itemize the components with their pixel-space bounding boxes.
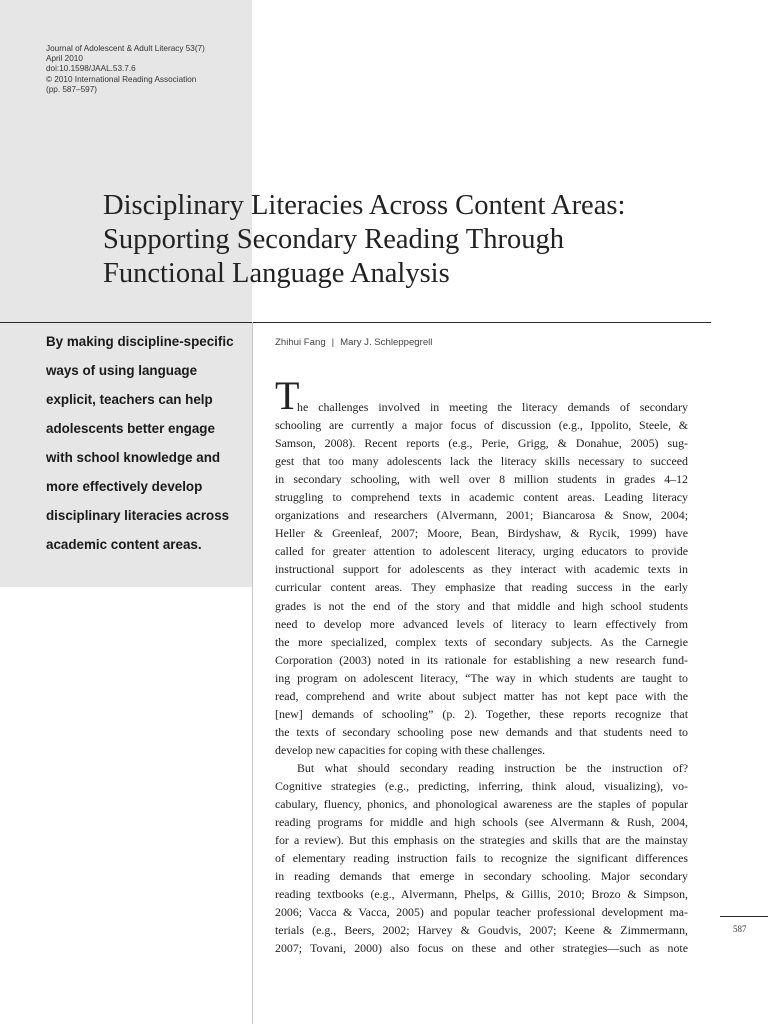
pull-quote-line: academic content areas.	[46, 537, 202, 552]
body-line: Corporation (2003) noted in its rationale for establishing a new research fund-	[275, 652, 688, 667]
pull-quote-line: adolescents better engage	[46, 421, 215, 436]
body-line: develop new capacities for coping with these challenges.	[275, 742, 546, 757]
pull-quote-line: more effectively develop	[46, 479, 203, 494]
author-separator: |	[331, 337, 335, 348]
body-line-text: he challenges involved in meeting the literacy demands of secondary	[297, 400, 688, 414]
body-line: in secondary schooling, with well over 8 million students in grades 4–12	[275, 472, 688, 487]
title-rule	[0, 322, 711, 323]
title-line: Functional Language Analysis	[103, 258, 450, 289]
title-line: Supporting Secondary Reading Through	[103, 224, 564, 255]
body-line: instructional support for adolescents as they interact with academic texts in	[275, 562, 688, 577]
body-line: Samson, 2008). Recent reports (e.g., Perie, Grigg, & Donahue, 2005) sug-	[275, 436, 688, 451]
drop-cap: T	[275, 373, 300, 418]
author-name: Zhihui Fang	[275, 337, 326, 348]
column-divider	[252, 322, 253, 1024]
body-line: need to develop more advanced levels of literacy to learn effectively from	[275, 616, 688, 631]
body-line: schooling are currently a major focus of discussion (e.g., Ippolito, Steele, &	[275, 418, 688, 433]
article-title	[103, 189, 743, 291]
page-number-rule	[720, 916, 768, 917]
body-line: in reading demands that emerge in secondary schooling. Major secondary	[275, 869, 688, 884]
body-line: reading programs for middle and high schools (see Alvermann & Rush, 2004,	[275, 815, 688, 830]
page-number: 587	[733, 924, 747, 934]
pull-quote	[46, 327, 246, 559]
body-first-line	[275, 373, 688, 418]
body-line: Heller & Greenleaf, 2007; Moore, Bean, Birdyshaw, & Rycik, 1999) have	[275, 526, 688, 541]
paragraph-2-first-line: But what should secondary reading instruction be the instruction of?	[297, 760, 688, 775]
article-body	[275, 373, 688, 957]
journal-doi: doi:10.1598/JAAL.53.7.6	[46, 64, 136, 74]
body-line: for a review). But this emphasis on the strategies and skills that are the mainstay	[275, 833, 688, 848]
body-line: the texts of secondary schooling pose new demands and that students need to	[275, 724, 688, 739]
body-line: called for greater attention to adolescent literacy, urging educators to provide	[275, 544, 688, 559]
author-byline	[275, 337, 432, 348]
body-line: gest that too many adolescents lack the literacy skills necessary to succeed	[275, 454, 688, 469]
pull-quote-line: By making discipline-specific	[46, 334, 234, 349]
body-line: terials (e.g., Beers, 2002; Harvey & Goudvis, 2007; Keene & Zimmermann,	[275, 923, 688, 938]
journal-pages: (pp. 587–597)	[46, 84, 97, 94]
body-line: 2006; Vacca & Vacca, 2005) and popular teacher professional development ma-	[275, 905, 688, 920]
body-line: [new] demands of schooling” (p. 2). Together, these reports recognize that	[275, 706, 688, 721]
pull-quote-line: with school knowledge and	[46, 450, 221, 465]
body-line: struggling to comprehend texts in academic content areas. Leading literacy	[275, 490, 688, 505]
journal-meta	[46, 44, 246, 95]
body-line: Cognitive strategies (e.g., predicting, inferring, think aloud, visualizing), vo-	[275, 778, 688, 793]
author-name: Mary J. Schleppegrell	[340, 337, 433, 348]
journal-date: April 2010	[46, 54, 83, 64]
body-line: of elementary reading instruction fails to recognize the significant differences	[275, 851, 688, 866]
body-line: 2007; Tovani, 2000) also focus on these and other strategies—such as note	[275, 941, 688, 956]
body-line: ing program on adolescent literacy, “The way in which students are taught to	[275, 670, 688, 685]
body-line: the more specialized, complex texts of secondary subjects. As the Carnegie	[275, 634, 688, 649]
body-line: curricular content areas. They emphasize that reading success in the early	[275, 580, 688, 595]
title-line: Disciplinary Literacies Across Content Areas:	[103, 190, 626, 221]
pull-quote-line: ways of using language	[46, 363, 198, 378]
paragraph-2	[275, 777, 688, 957]
body-line: grades is not the end of the story and that middle and high school students	[275, 598, 688, 613]
body-line: organizations and researchers (Alvermann, 2001; Biancarosa & Snow, 2004;	[275, 508, 688, 523]
journal-copyright: © 2010 International Reading Association	[46, 74, 197, 84]
paragraph-1	[275, 416, 688, 759]
pull-quote-line: explicit, teachers can help	[46, 392, 213, 407]
pull-quote-line: disciplinary literacies across	[46, 508, 230, 523]
body-line: cabulary, fluency, phonics, and phonological awareness are the staples of popular	[275, 797, 688, 812]
journal-citation: Journal of Adolescent & Adult Literacy 53(7)	[46, 44, 205, 53]
body-line: reading textbooks (e.g., Alvermann, Phelps, & Gillis, 2010; Brozo & Simpson,	[275, 887, 688, 902]
body-line: read, comprehend and write about subject matter has not kept pace with the	[275, 688, 688, 703]
